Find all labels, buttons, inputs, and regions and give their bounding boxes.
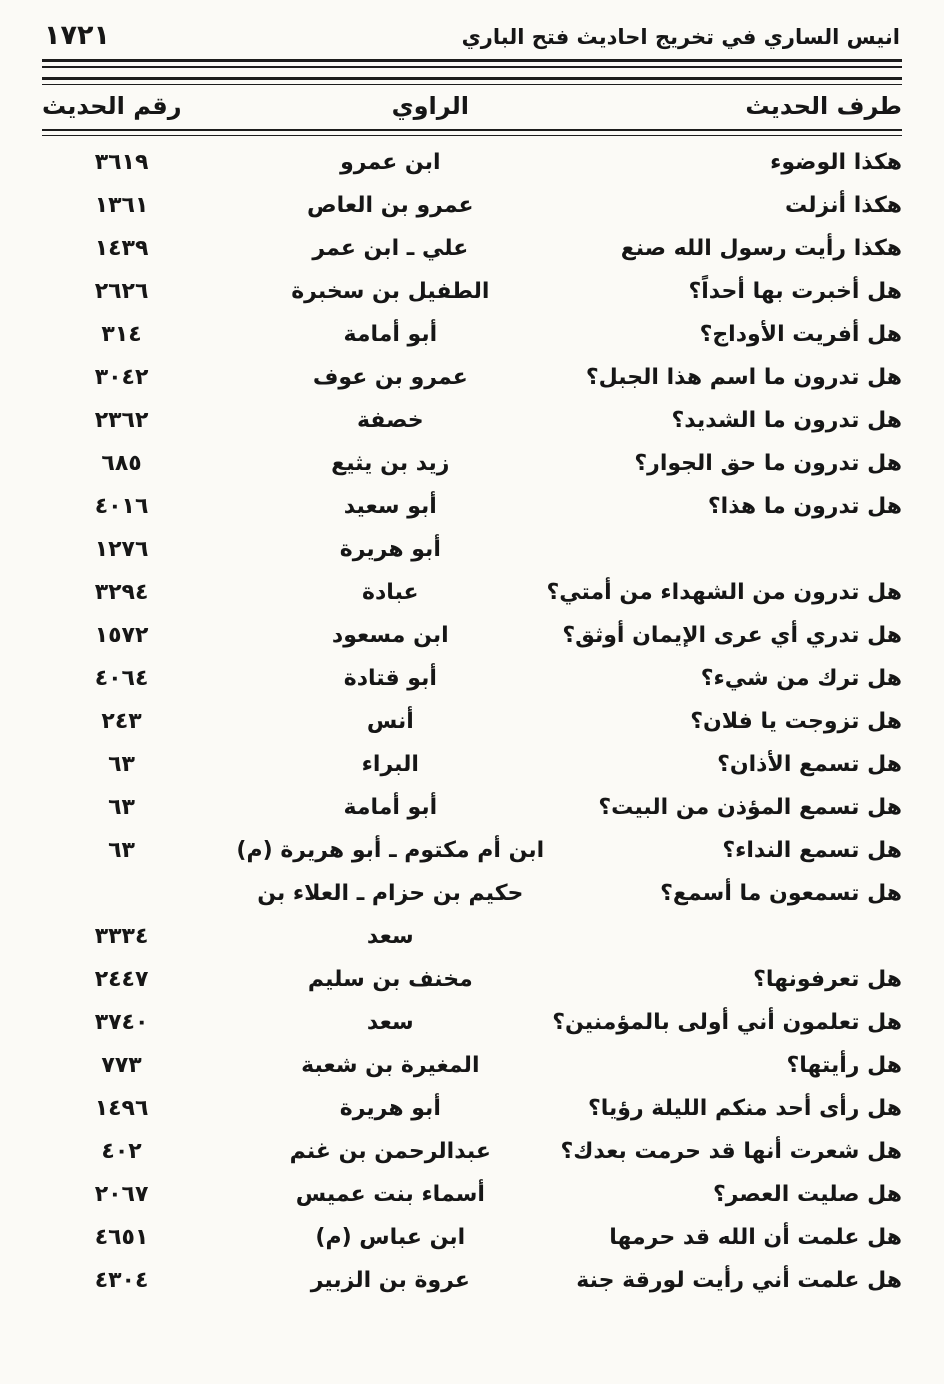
hadith-cell: هل أفريت الأوداج؟: [699, 322, 902, 347]
number-cell: ٢٣٦٢: [94, 408, 149, 433]
number-cell: ٣١٤: [101, 322, 142, 347]
narrator-cell: سعد: [366, 1010, 414, 1035]
table-row: [42, 528, 902, 571]
hadith-cell: هل تدرون ما الشديد؟: [671, 408, 902, 433]
narrator-cell: ابن مسعود: [331, 623, 449, 648]
narrator-cell: عمرو بن عوف: [312, 365, 468, 390]
table-row: [42, 1130, 902, 1173]
number-cell: ٦٣: [108, 752, 135, 777]
hadith-cell: هل تدرون ما اسم هذا الجبل؟: [585, 365, 902, 390]
narrator-cell: ابن عباس (م): [315, 1225, 466, 1250]
table-row: [42, 1173, 902, 1216]
hadith-cell: هل أخبرت بها أحداً؟: [688, 279, 902, 304]
header-divider-bottom: [42, 77, 902, 85]
narrator-cell: أبو أمامة: [343, 795, 438, 820]
table-row: [42, 313, 902, 356]
header-divider-top: [42, 59, 902, 68]
hadith-cell: هل تدري أي عرى الإيمان أوثق؟: [562, 623, 902, 648]
narrator-cell: المغيرة بن شعبة: [301, 1053, 480, 1078]
hadith-cell: هل رأى أحد منكم الليلة رؤيا؟: [587, 1096, 902, 1121]
hadith-cell: هل تزوجت يا فلان؟: [690, 709, 902, 734]
narrator-cell: سعد: [366, 924, 414, 949]
number-cell: ٦٣: [108, 838, 135, 863]
number-cell: ٣٦١٩: [94, 150, 149, 175]
hadith-cell: هل تدرون ما حق الجوار؟: [634, 451, 902, 476]
number-cell: ٦٣: [108, 795, 135, 820]
number-cell: ١٣٦١: [94, 193, 149, 218]
narrator-cell: عمرو بن العاص: [307, 193, 474, 218]
hadith-index-table: [42, 141, 902, 1302]
narrator-cell: أبو هريرة: [339, 1096, 441, 1121]
table-row: [42, 571, 902, 614]
number-cell: ٢٤٣: [101, 709, 142, 734]
table-row: [42, 485, 902, 528]
narrator-cell: زيد بن يثيع: [331, 451, 450, 476]
hadith-cell: هل ترك من شيء؟: [700, 666, 902, 691]
table-row: [42, 657, 902, 700]
number-cell: ٣٠٤٢: [94, 365, 149, 390]
table-row: [42, 958, 902, 1001]
table-row: [42, 1044, 902, 1087]
narrator-cell: عبادة: [362, 580, 419, 605]
hadith-cell: هل تدرون ما هذا؟: [707, 494, 902, 519]
table-row: [42, 915, 902, 958]
table-row: [42, 184, 902, 227]
number-cell: ١٢٧٦: [94, 537, 149, 562]
number-cell: [42, 872, 201, 915]
narrator-cell: الطفيل بن سخبرة: [291, 279, 490, 304]
number-cell: ٢٦٢٦: [94, 279, 149, 304]
table-row: [42, 872, 902, 915]
narrator-cell: أبو قتادة: [343, 666, 437, 691]
number-cell: ٣٧٤٠: [94, 1010, 149, 1035]
hadith-cell: هل شعرت أنها قد حرمت بعدك؟: [560, 1139, 902, 1164]
narrator-cell: أبو أمامة: [343, 322, 438, 347]
table-row: [42, 141, 902, 184]
table-row: [42, 1001, 902, 1044]
narrator-cell: أبو هريرة: [339, 537, 441, 562]
table-row: [42, 743, 902, 786]
number-cell: ٤٣٠٤: [94, 1268, 149, 1293]
column-header-number: رقم الحديث: [42, 92, 182, 120]
number-cell: ٣٢٩٤: [94, 580, 149, 605]
table-row: [42, 270, 902, 313]
narrator-cell: البراء: [361, 752, 419, 777]
number-cell: ٤٦٥١: [94, 1225, 149, 1250]
number-cell: ٤٠٦٤: [94, 666, 149, 691]
hadith-cell: هكذا الوضوء: [770, 150, 902, 175]
hadith-cell: هكذا أنزلت: [785, 193, 902, 218]
column-header-hadith: طرف الحديث: [745, 92, 902, 120]
narrator-cell: حكيم بن حزام ـ العلاء بن: [257, 881, 524, 906]
table-row: [42, 1216, 902, 1259]
hadith-table-body: [42, 141, 902, 1302]
column-header-divider: [42, 129, 902, 136]
hadith-cell: هل صليت العصر؟: [712, 1182, 902, 1207]
number-cell: ٢٠٦٧: [94, 1182, 149, 1207]
number-cell: ٤٠١٦: [94, 494, 149, 519]
narrator-cell: عبدالرحمن بن غنم: [289, 1139, 491, 1164]
hadith-cell: هل تعرفونها؟: [753, 967, 902, 992]
hadith-cell: هل تعلمون أني أولى بالمؤمنين؟: [552, 1010, 902, 1035]
table-row: [42, 442, 902, 485]
page-number: ١٧٢١: [44, 20, 110, 51]
number-cell: ٢٤٤٧: [94, 967, 149, 992]
hadith-cell: هل تدرون من الشهداء من أمتي؟: [546, 580, 902, 605]
narrator-cell: أنس: [366, 709, 414, 734]
narrator-cell: أسماء بنت عميس: [295, 1182, 485, 1207]
narrator-cell: عروة بن الزبير: [310, 1268, 470, 1293]
hadith-cell: هل تسمع الأذان؟: [717, 752, 902, 777]
table-row: [42, 829, 902, 872]
table-row: [42, 1087, 902, 1130]
number-cell: ٧٧٣: [101, 1053, 142, 1078]
table-row: [42, 700, 902, 743]
book-title: انيس الساري في تخريج احاديث فتح الباري: [461, 25, 900, 49]
narrator-cell: أبو سعيد: [343, 494, 437, 519]
narrator-cell: ابن عمرو: [340, 150, 441, 175]
number-cell: ٣٣٣٤: [94, 924, 149, 949]
hadith-cell: هل تسمع المؤذن من البيت؟: [598, 795, 902, 820]
number-cell: ٤٠٢: [101, 1139, 142, 1164]
table-row: [42, 399, 902, 442]
hadith-cell: هل علمت أني رأيت لورقة جنة: [576, 1268, 902, 1293]
narrator-cell: مخنف بن سليم: [307, 967, 473, 992]
hadith-cell: هل رأيتها؟: [786, 1053, 902, 1078]
narrator-cell: خصفة: [356, 408, 424, 433]
hadith-cell: [580, 528, 903, 571]
table-header-row: [42, 85, 902, 129]
number-cell: ١٥٧٢: [94, 623, 149, 648]
hadith-cell: [580, 915, 903, 958]
hadith-cell: هل علمت أن الله قد حرمها: [609, 1225, 902, 1250]
table-row: [42, 614, 902, 657]
hadith-cell: هل تسمعون ما أسمع؟: [660, 881, 902, 906]
table-row: [42, 227, 902, 270]
table-row: [42, 1259, 902, 1302]
table-row: [42, 356, 902, 399]
column-header-narrator: الراوي: [391, 92, 469, 120]
number-cell: ١٤٣٩: [94, 236, 149, 261]
table-row: [42, 786, 902, 829]
narrator-cell: ابن أم مكتوم ـ أبو هريرة (م): [236, 838, 545, 863]
hadith-cell: هكذا رأيت رسول الله صنع: [620, 236, 902, 261]
hadith-cell: هل تسمع النداء؟: [722, 838, 902, 863]
number-cell: ٦٨٥: [101, 451, 142, 476]
narrator-cell: علي ـ ابن عمر: [312, 236, 469, 261]
page-header: [42, 0, 902, 59]
number-cell: ١٤٩٦: [94, 1096, 149, 1121]
